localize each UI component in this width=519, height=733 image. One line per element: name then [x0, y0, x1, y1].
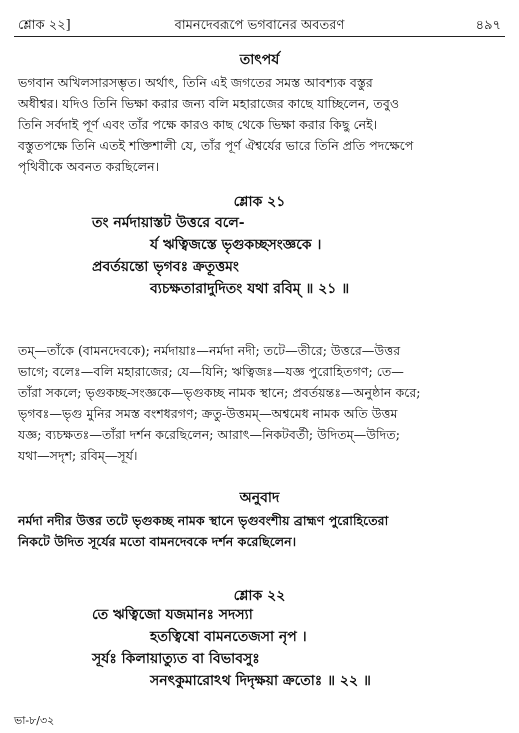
page-number: ৪৯৭: [475, 18, 501, 33]
purport-line: পৃথিবীকে অবনত করছিলেন।: [18, 159, 160, 174]
synonyms-line: ভাগে; বলেঃ—বলি মহারাজের; যে—যিনি; ঋত্বিজঃ—যজ্ঞ পুরোহিতগণ; তে—: [18, 364, 404, 379]
verse-22-text: [0, 604, 519, 692]
synonyms-line: তম্—তাঁকে (বামনদেবকে); নর্মদায়াঃ—নর্মদা নদী; তটে—তীরে; উত্তরে—উত্তর: [18, 343, 401, 358]
synonyms-line: তাঁরা সকলে; ভৃগুকচ্ছ-সংজ্ঞকে—ভৃগুকচ্ছ নামক স্থানে; প্রবর্তয়ন্তঃ—অনুষ্ঠান করে;: [18, 385, 421, 400]
header-chapter-title: বামনদেবরূপে ভগবানের অবতরণ: [174, 18, 345, 33]
verse-line: প্রবর্তয়ন্তো ভৃগবঃ ক্রতূত্তমং: [92, 259, 239, 275]
purport-heading: তাৎপর্য: [239, 52, 280, 68]
purport-line: তিনি সর্বদাই পূর্ণ এবং তাঁর পক্ষে কারও কাছ থেকে ভিক্ষা করার কিছু নেই।: [18, 117, 378, 132]
translation-text: [18, 510, 501, 552]
verse-line: র্য ঋত্বিজস্তে ভৃগুকচ্ছসংজ্ঞকে ।: [150, 237, 322, 253]
purport-line: বস্তুতপক্ষে তিনি এতই শক্তিশালী যে, তাঁর পূর্ণ ঐশ্বর্যের ভারে তিনি প্রতি পদক্ষেপে: [18, 138, 414, 153]
verse-line: তং নর্মদায়াস্তট উত্তরে বলে-: [92, 215, 245, 231]
verse-line: ব্যচক্ষতারাদুদিতং যথা রবিম্ ॥ ২১ ॥: [150, 281, 350, 297]
verse-21-heading: শ্লোক ২১: [233, 194, 286, 210]
purport-line: অধীশ্বর। যদিও তিনি ভিক্ষা করার জন্য বলি মহারাজের কাছে যাচ্ছিলেন, তবুও: [18, 96, 400, 111]
purport-text: [18, 72, 501, 177]
synonyms-line: ভৃগবঃ—ভৃগু মুনির সমস্ত বংশধরগণ; ক্রতু-উত্তমম্—অশ্বমেধ নামক অতি উত্তম: [18, 406, 398, 421]
synonyms-text: [18, 340, 501, 466]
header-verse-ref: শ্লোক ২২]: [18, 18, 71, 33]
translation-heading: অনুবাদ: [239, 490, 280, 506]
signature-mark: ভা-৮/৩২: [14, 714, 55, 727]
purport-line: ভগবান অখিলসারসম্ভৃত। অর্থাৎ, তিনি এই জগতের সমস্ত আবশ্যক বস্তুর: [18, 75, 373, 90]
running-header: [14, 14, 505, 37]
translation-line: নিকটে উদিত সূর্যের মতো বামনদেবকে দর্শন করেছিলেন।: [18, 534, 297, 549]
verse-line: তে ঋত্বিজো যজমানঃ সদস্যা: [92, 607, 253, 623]
verse-line: সূর্যঃ কিলায়াত্যুত বা বিভাবসুঃ: [92, 651, 260, 667]
synonyms-line: যথা—সদৃশ; রবিম্—সূর্য।: [18, 448, 138, 463]
verse-22-heading: শ্লোক ২২: [233, 588, 286, 604]
verse-line: হতত্বিষো বামনতেজসা নৃপ ।: [150, 629, 307, 645]
verse-line: সনৎকুমারোঽথ দিদৃক্ষয়া ক্রতোঃ ॥ ২২ ॥: [150, 673, 371, 689]
translation-line: নর্মদা নদীর উত্তর তটে ভৃগুকচ্ছ নামক স্থানে ভৃগুবংশীয় ব্রাহ্মণ পুরোহিতেরা: [18, 513, 389, 528]
synonyms-line: যজ্ঞ; ব্যচক্ষতঃ—তাঁরা দর্শন করেছিলেন; আরাৎ—নিকটবর্তী; উদিতম্—উদিত;: [18, 427, 400, 442]
verse-21-text: [0, 212, 519, 300]
